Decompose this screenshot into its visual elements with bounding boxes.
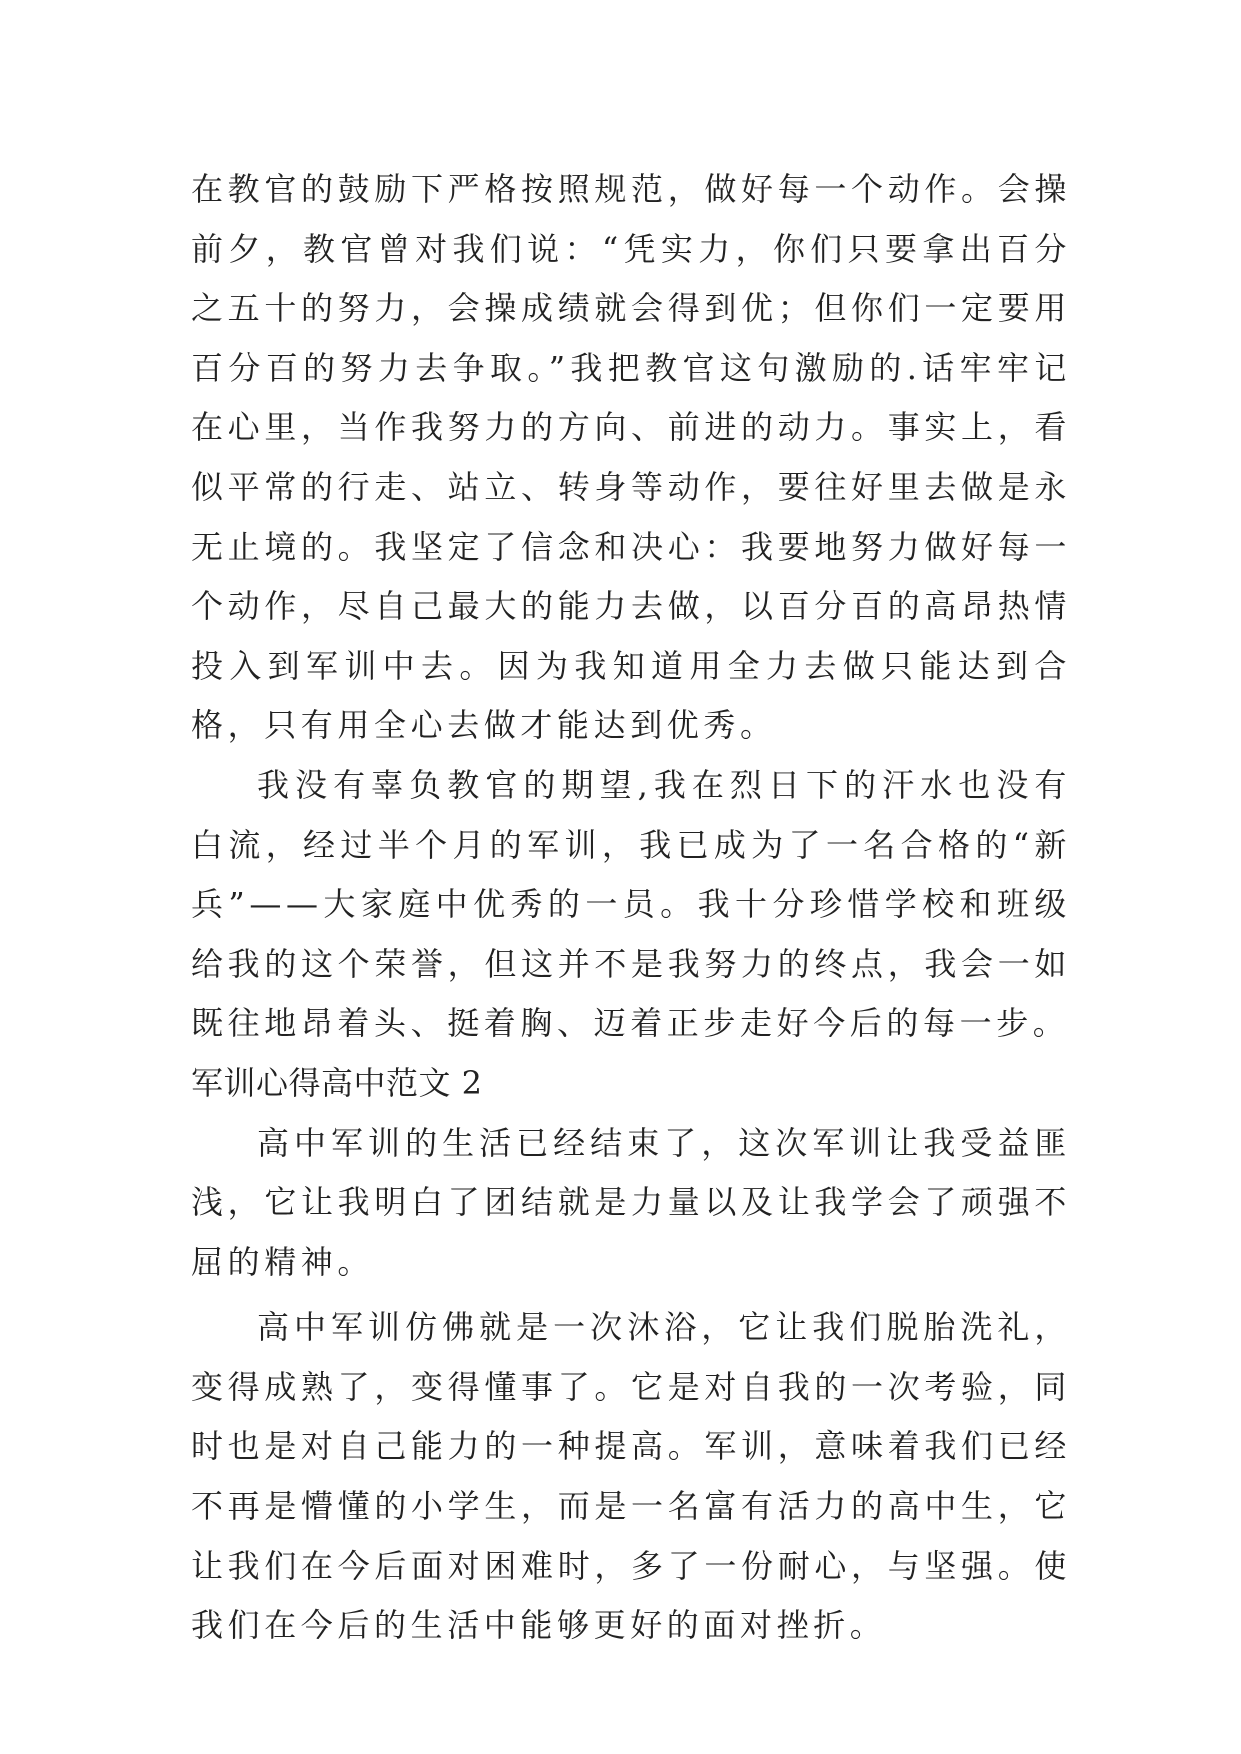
paragraph: 高中军训仿佛就是一次沐浴，它让我们脱胎洗礼，变得成熟了，变得懂事了。它是对自我的一次考验，同时也是对自己能力的一种提高。军训，意味着我们已经不再是懵懂的小学生，而是一名富有活力的高中生，它让我们在今后面对困难时，多了一份耐心，与坚强。使我们在今后的生活中能够更好的面对挫折。 [191, 1308, 1071, 1645]
section-heading: 军训心得高中范文 2 [191, 1063, 483, 1102]
paragraph: 我没有辜负教官的期望,我在烈日下的汗水也没有白流，经过半个月的军训，我已成为了一名合格的“新兵”——大家庭中优秀的一员。我十分珍惜学校和班级给我的这个荣誉，但这并不是我努力的终点，我会一如既往地昂着头、挺着胸、迈着正步走好今后的每一步。 [191, 765, 1071, 1043]
paragraph: 高中军训的生活已经结束了，这次军训让我受益匪浅，它让我明白了团结就是力量以及让我学会了顽强不屈的精神。 [191, 1123, 1071, 1281]
paragraph-continuation: 在教官的鼓励下严格按照规范，做好每一个动作。会操前夕，教官曾对我们说：“凭实力，你们只要拿出百分之五十的努力，会操成绩就会得到优；但你们一定要用百分百的努力去争取。”我把教官这句激励的.话牢牢记在心里，当作我努力的方向、前进的动力。事实上，看似平常的行走、站立、转身等动作，要往好里去做是永无止境的。我坚定了信念和决心：我要地努力做好每一个动作，尽自己最大的能力去做，以百分百的高昂热情投入到军训中去。因为我知道用全力去做只能达到合格，只有用全心去做才能达到优秀。 [191, 170, 1071, 745]
document-body [191, 160, 1071, 1656]
